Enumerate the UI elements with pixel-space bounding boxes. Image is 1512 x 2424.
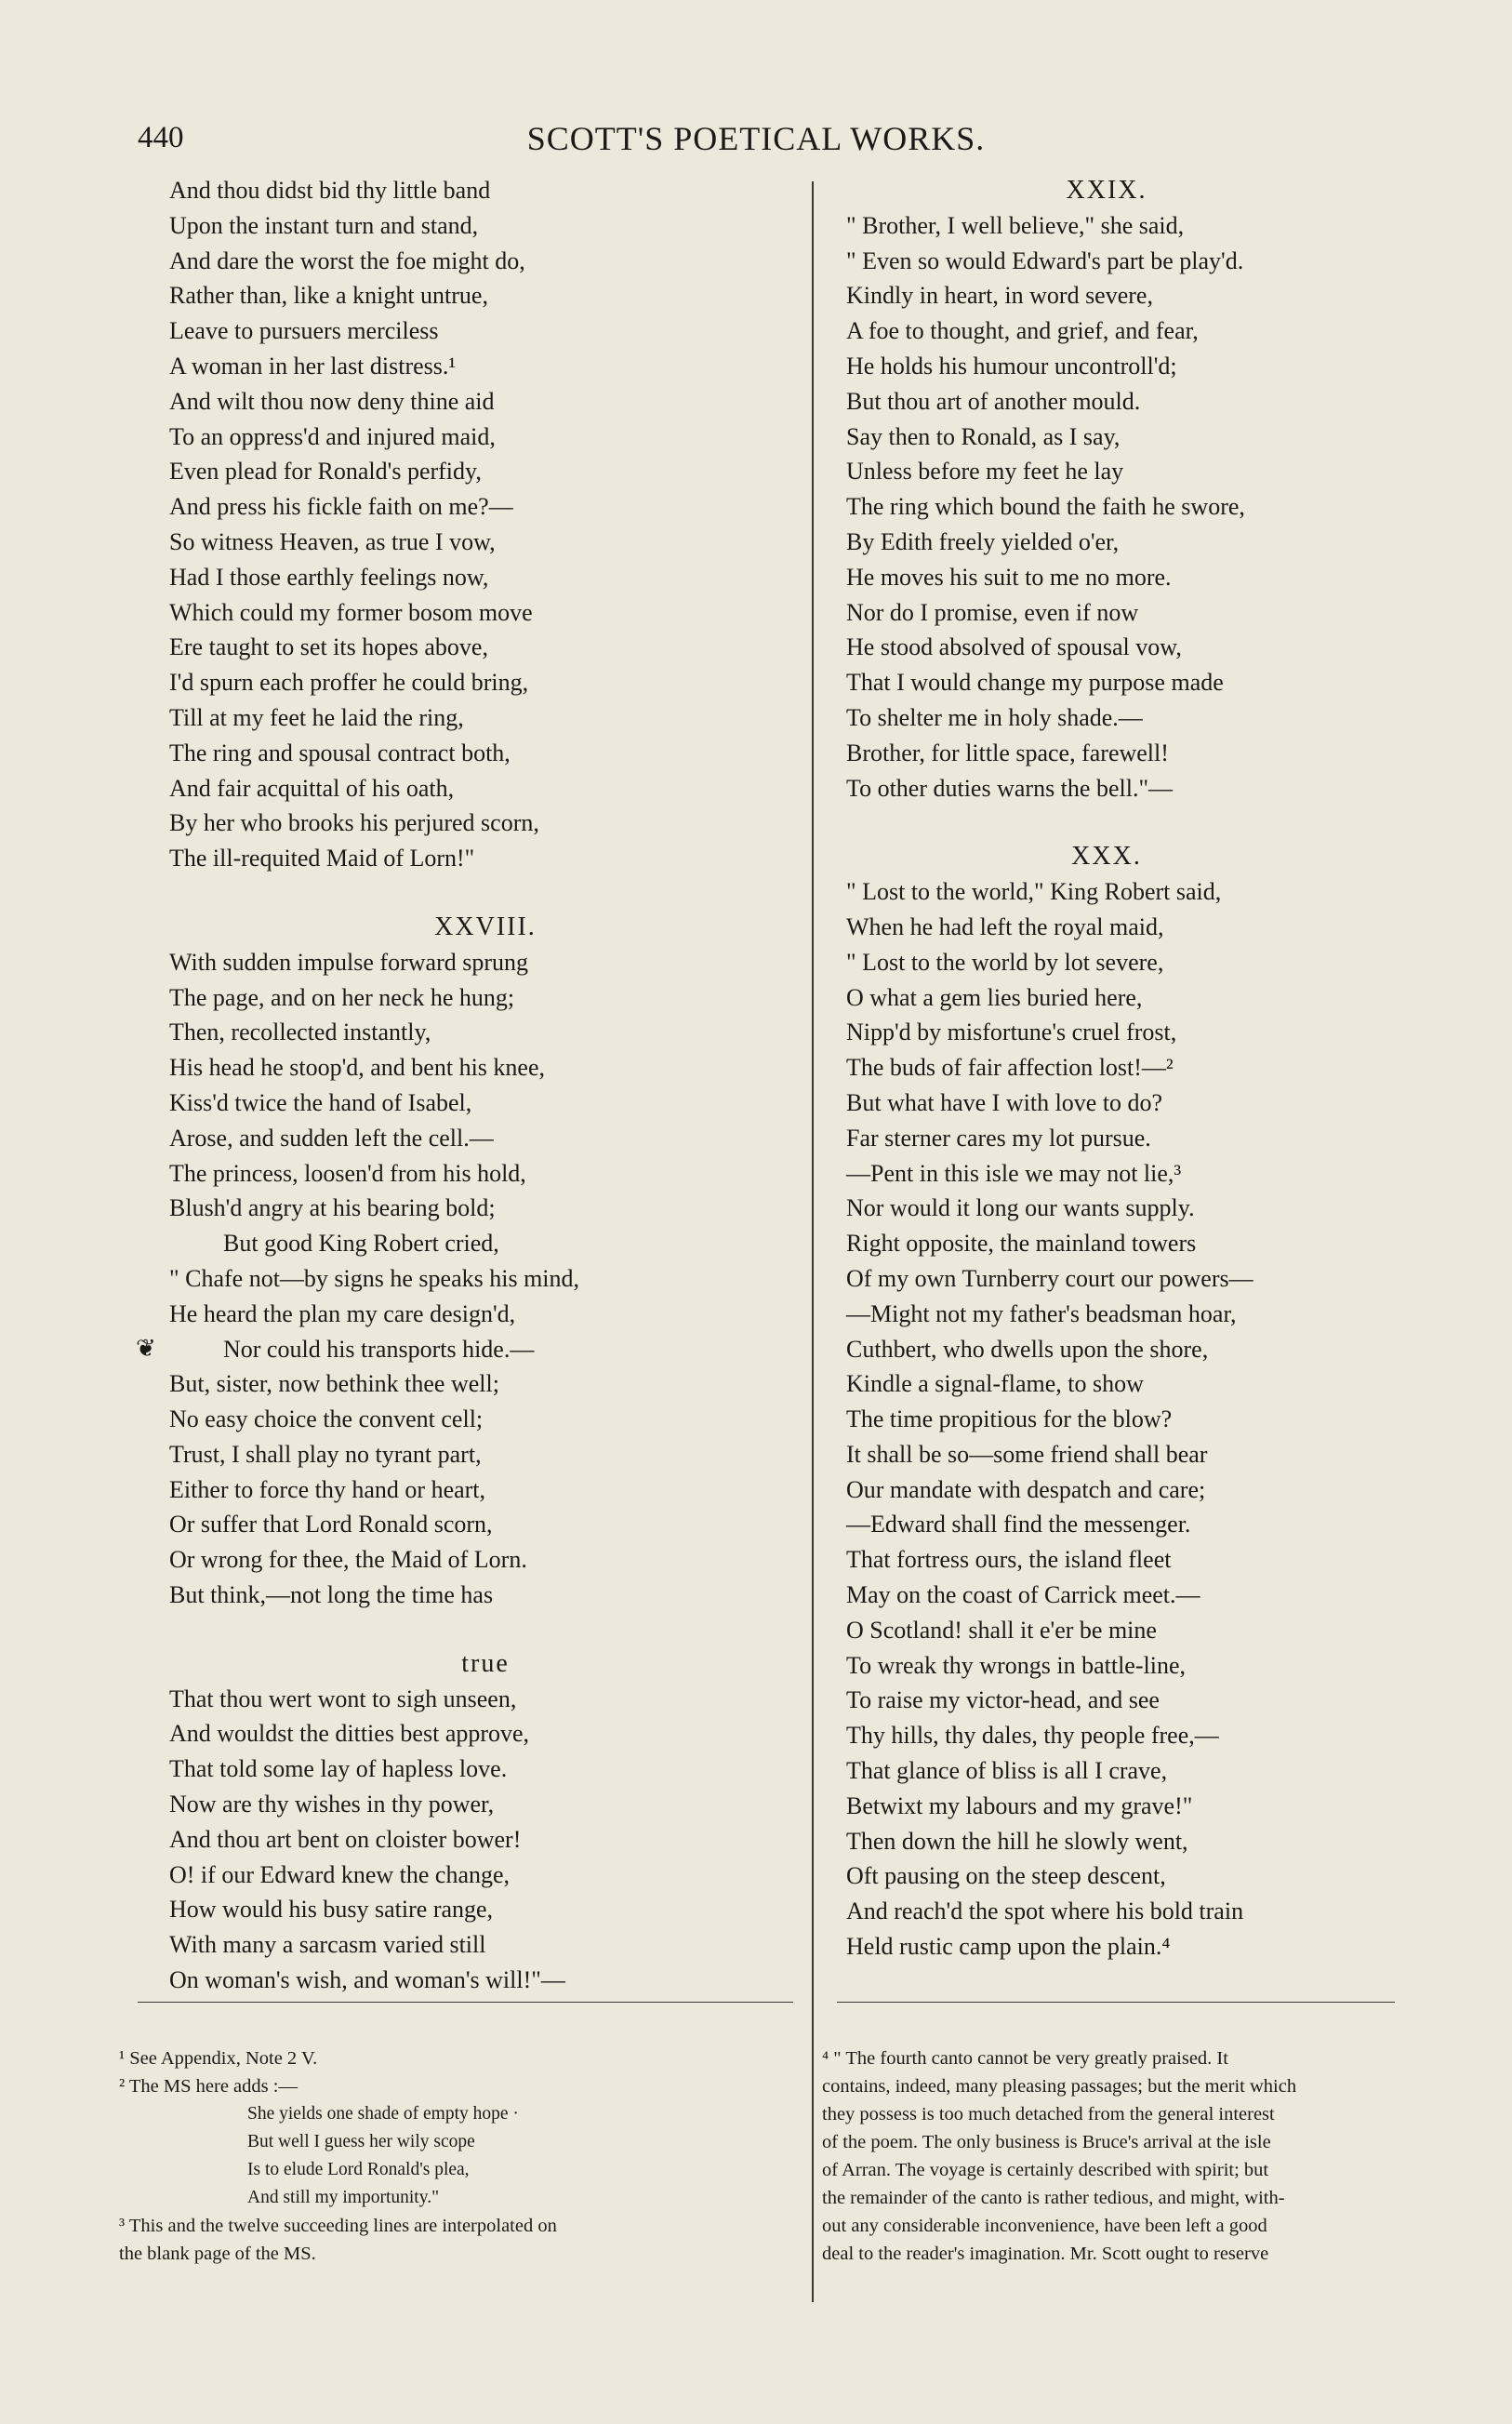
verse-line: On woman's wish, and woman's will!"— — [169, 1966, 565, 1994]
verse-line: That told some lay of hapless love. — [169, 1755, 508, 1783]
verse-line: That thou wert wont to sigh unseen, — [169, 1685, 517, 1712]
verse-line: The ill-requited Maid of Lorn!" — [169, 845, 475, 872]
verse-line: That I would change my purpose made — [846, 669, 1224, 697]
verse-line: To raise my victor-head, and see — [846, 1686, 1160, 1714]
verse-line: Had I those earthly feelings now, — [169, 563, 489, 591]
verse-line: Far sterner cares my lot pursue. — [846, 1124, 1151, 1152]
footnote-line: they possess is too much detached from the general interest — [822, 2104, 1275, 2124]
verse-line: I'd spurn each proffer he could bring, — [169, 669, 529, 697]
verse-line: Kindly in heart, in word severe, — [846, 282, 1153, 310]
verse-line: With many a sarcasm varied still — [169, 1931, 486, 1959]
verse-line: Trust, I shall play no tyrant part, — [169, 1440, 482, 1468]
verse-line: Betwixt my labours and my grave!" — [846, 1791, 1193, 1819]
verse-line: The princess, loosen'd from his hold, — [169, 1159, 526, 1187]
verse-line: He moves his suit to me no more. — [846, 563, 1172, 591]
verse-line: —Might not my father's beadsman hoar, — [846, 1299, 1237, 1327]
left-column — [169, 173, 802, 1998]
verse-line: Leave to pursuers merciless — [169, 317, 439, 345]
verse-line: The page, and on her neck he hung; — [169, 983, 515, 1011]
verse-line: O! if our Edward knew the change, — [169, 1860, 511, 1888]
verse-line: " Chafe not—by signs he speaks his mind, — [169, 1264, 580, 1292]
verse-line: And thou didst bid thy little band — [169, 177, 491, 204]
verse-line: He holds his humour uncontroll'd; — [846, 352, 1177, 380]
verse-line: Arose, and sudden left the cell.— — [169, 1124, 494, 1152]
verse-line: Nor would it long our wants supply. — [846, 1194, 1195, 1222]
stanza-heading: XXVIII. — [434, 912, 537, 941]
verse-line: Till at my feet he laid the ring, — [169, 703, 464, 731]
verse-line: Upon the instant turn and stand, — [169, 211, 479, 239]
verse-line: How would his busy satire range, — [169, 1896, 494, 1924]
verse-line: To wreak thy wrongs in battle-line, — [846, 1651, 1186, 1679]
verse-line: Even plead for Ronald's perfidy, — [169, 458, 482, 486]
verse-line: Unless before my feet he lay — [846, 458, 1124, 486]
verse-line: To shelter me in holy shade.— — [846, 703, 1143, 731]
verse-line: Nipp'd by misfortune's cruel frost, — [846, 1019, 1177, 1046]
verse-line: And reach'd the spot where his bold train — [846, 1898, 1244, 1925]
running-title: SCOTT'S POETICAL WORKS. — [526, 120, 986, 157]
page-number: 440 — [138, 121, 184, 154]
column-divider — [812, 181, 814, 2042]
verse-line: Thy hills, thy dales, thy people free,— — [846, 1722, 1219, 1750]
verse-line: " Even so would Edward's part be play'd. — [846, 246, 1244, 274]
footnote-line: the remainder of the canto is rather tedious, and might, with- — [822, 2188, 1285, 2208]
verse-line: Then, recollected instantly, — [169, 1019, 431, 1046]
verse-line: But good King Robert cried, — [223, 1230, 499, 1258]
verse-line: Nor do I promise, even if now — [846, 598, 1139, 626]
footnote-line: out any considerable inconvenience, have been left a good — [822, 2216, 1267, 2236]
verse-line: With sudden impulse forward sprung — [169, 948, 529, 976]
verse-line: Which could my former bosom move — [169, 598, 533, 626]
verse-line: —Edward shall find the messenger. — [846, 1511, 1191, 1538]
footnote-line: But well I guess her wily scope — [247, 2132, 475, 2151]
verse-line: And wilt thou now deny thine aid — [169, 387, 495, 415]
verse-line: To an oppress'd and injured maid, — [169, 422, 496, 450]
verse-line: The time propitious for the blow? — [846, 1405, 1173, 1433]
verse-line: " Lost to the world by lot severe, — [846, 948, 1164, 976]
verse-line: Cuthbert, who dwells upon the shore, — [846, 1335, 1209, 1363]
right-column — [846, 173, 1367, 1965]
verse-line: By Edith freely yielded o'er, — [846, 527, 1120, 555]
footnote-line: ⁴ " The fourth canto cannot be very greatly praised. It — [822, 2048, 1228, 2069]
verse-line: Now are thy wishes in thy power, — [169, 1791, 495, 1818]
footnote-line: the blank page of the MS. — [119, 2244, 316, 2264]
verse-line: O Scotland! shall it e'er be mine — [846, 1616, 1157, 1644]
verse-line: Of my own Turnberry court our powers— — [846, 1264, 1253, 1292]
footnote-line: contains, indeed, many pleasing passages; but the merit which — [822, 2076, 1297, 2097]
footnote-line: ² The MS here adds :— — [119, 2076, 298, 2097]
verse-line: Right opposite, the mainland towers — [846, 1230, 1197, 1258]
verse-line: And dare the worst the foe might do, — [169, 246, 525, 274]
verse-line: May on the coast of Carrick meet.— — [846, 1581, 1200, 1609]
footnote-line: ¹ See Appendix, Note 2 V. — [119, 2048, 318, 2069]
verse-line: And thou art bent on cloister bower! — [169, 1825, 522, 1853]
verse-line: So witness Heaven, as true I vow, — [169, 527, 496, 555]
verse-line: He heard the plan my care design'd, — [169, 1299, 516, 1327]
verse-line: Kindle a signal-flame, to show — [846, 1370, 1144, 1398]
verse-line: Or suffer that Lord Ronald scorn, — [169, 1511, 493, 1538]
verse-line: By her who brooks his perjured scorn, — [169, 809, 539, 837]
verse-line: That fortress ours, the island fleet — [846, 1546, 1172, 1574]
footnote-line: of the poem. The only business is Bruce's arrival at the isle — [822, 2132, 1271, 2152]
stanza-heading: XXX. — [1071, 842, 1142, 872]
verse-line: O what a gem lies buried here, — [846, 983, 1143, 1011]
verse-line: " Brother, I well believe," she said, — [846, 211, 1185, 239]
footnote-line: And still my importunity." — [247, 2188, 440, 2207]
footnotes-right — [822, 2044, 1454, 2268]
verse-line: Then down the hill he slowly went, — [846, 1827, 1188, 1855]
verse-line: Brother, for little space, farewell! — [846, 739, 1169, 766]
verse-line: The buds of fair affection lost!—² — [846, 1054, 1174, 1082]
stanza-heading: true — [461, 1648, 510, 1678]
verse-line: The ring and spousal contract both, — [169, 739, 511, 766]
footnotes-left — [119, 2044, 796, 2268]
verse-line: A woman in her last distress.¹ — [169, 352, 457, 380]
verse-line: Ere taught to set its hopes above, — [169, 633, 488, 661]
verse-line: And press his fickle faith on me?— — [169, 493, 513, 521]
verse-line: Oft pausing on the steep descent, — [846, 1862, 1166, 1890]
verse-line: Say then to Ronald, as I say, — [846, 422, 1121, 450]
verse-line: When he had left the royal maid, — [846, 912, 1164, 940]
page-header — [138, 119, 1374, 162]
verse-line: And fair acquittal of his oath, — [169, 774, 455, 802]
verse-line: A foe to thought, and grief, and fear, — [846, 317, 1199, 345]
verse-line: " Lost to the world," King Robert said, — [846, 878, 1222, 906]
verse-line: Rather than, like a knight untrue, — [169, 282, 488, 310]
footnote-divider — [812, 2042, 814, 2302]
footnote-line: deal to the reader's imagination. Mr. Scott ought to reserve — [822, 2244, 1269, 2264]
verse-line: Our mandate with despatch and care; — [846, 1475, 1206, 1503]
fleuron-ornament: ❦ — [136, 1335, 156, 1362]
stanza-heading: XXIX. — [1066, 176, 1147, 205]
verse-line: Blush'd angry at his bearing bold; — [169, 1194, 496, 1222]
verse-line: His head he stoop'd, and bent his knee, — [169, 1054, 545, 1082]
footnote-line: She yields one shade of empty hope · — [247, 2104, 519, 2124]
verse-line: Nor could his transports hide.— — [223, 1335, 535, 1363]
verse-line: To other duties warns the bell."— — [846, 774, 1174, 802]
verse-line: Held rustic camp upon the plain.⁴ — [846, 1933, 1171, 1961]
verse-line: Or wrong for thee, the Maid of Lorn. — [169, 1546, 527, 1574]
footnote-line: Is to elude Lord Ronald's plea, — [247, 2160, 470, 2179]
verse-line: And wouldst the ditties best approve, — [169, 1720, 530, 1748]
verse-line: Kiss'd twice the hand of Isabel, — [169, 1088, 472, 1116]
verse-line: No easy choice the convent cell; — [169, 1405, 484, 1433]
footnote-rule-left — [138, 2002, 793, 2003]
verse-line: Either to force thy hand or heart, — [169, 1475, 486, 1503]
verse-line: But thou art of another mould. — [846, 387, 1141, 415]
verse-line: But think,—not long the time has — [169, 1581, 494, 1609]
verse-line: That glance of bliss is all I crave, — [846, 1757, 1168, 1785]
verse-line: —Pent in this isle we may not lie,³ — [846, 1159, 1182, 1187]
verse-line: He stood absolved of spousal vow, — [846, 633, 1182, 661]
verse-line: It shall be so—some friend shall bear — [846, 1440, 1208, 1468]
footnote-line: ³ This and the twelve succeeding lines are interpolated on — [119, 2216, 557, 2236]
footnote-rule-right — [837, 2002, 1395, 2003]
verse-line: The ring which bound the faith he swore, — [846, 493, 1245, 521]
verse-line: But what have I with love to do? — [846, 1088, 1163, 1116]
verse-line: But, sister, now bethink thee well; — [169, 1370, 499, 1398]
footnote-line: of Arran. The voyage is certainly described with spirit; but — [822, 2160, 1269, 2180]
